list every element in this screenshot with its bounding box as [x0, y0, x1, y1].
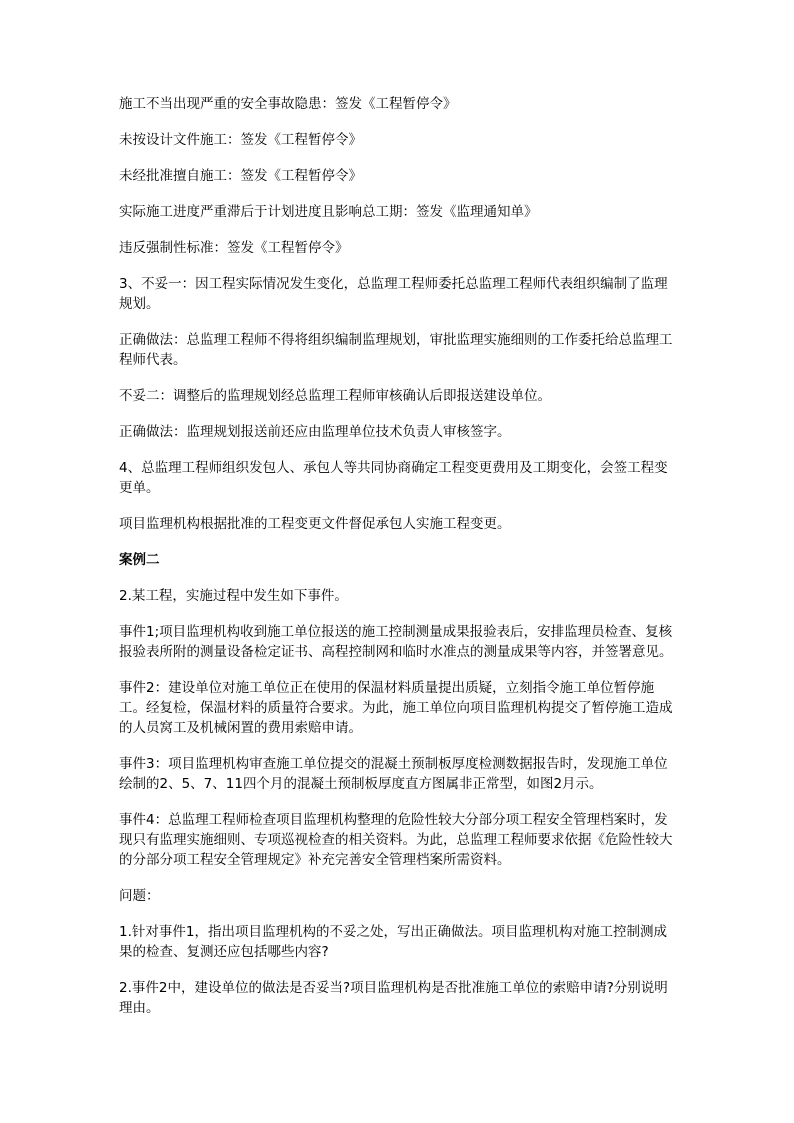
paragraph-stop-order-safety: 施工不当出现严重的安全事故隐患：签发《工程暂停令》: [119, 96, 457, 112]
paragraph-answer-4: 4、总监理工程师组织发包人、承包人等共同协商确定工程变更费用及工期变化，会签工程变更单。: [119, 460, 668, 496]
section-heading-case-2: 案例二: [119, 552, 160, 568]
paragraph-answer-3-correct-2: 正确做法：监理规划报送前还应由监理单位技术负责人审核签字。: [119, 424, 511, 440]
paragraph-notice-delay: 实际施工进度严重滞后于计划进度且影响总工期：签发《监理通知单》: [119, 204, 538, 220]
paragraph-question-2: 2.事件2中，建设单位的做法是否妥当?项目监理机构是否批准施工单位的索赔申请?分别说明理由。: [119, 980, 668, 1016]
paragraph-event-4: 事件4：总监理工程师检查项目监理机构整理的危险性较大分部分项工程安全管理档案时，发现只有监理实施细则、专项巡视检查的相关资料。为此，总监理工程师要求依据《危险性较大的分部分项工程安全管理规定》补充完善安全管理档案所需资料。: [119, 812, 673, 868]
paragraph-event-1: 事件1;项目监理机构收到施工单位报送的施工控制测量成果报验表后，安排监理员检查、复核报验表所附的测量设备检定证书、高程控制网和临时水准点的测量成果等内容，并签署意见。: [119, 624, 673, 660]
paragraph-question-1: 1.针对事件1，指出项目监理机构的不妥之处，写出正确做法。项目监理机构对施工控制测成果的检查、复测还应包括哪些内容?: [119, 924, 667, 960]
paragraph-stop-order-design: 未按设计文件施工：签发《工程暂停令》: [119, 132, 362, 148]
paragraph-answer-3-correct-1: 正确做法：总监理工程师不得将组织编制监理规划，审批监理实施细则的工作委托给总监理工程师代表。: [119, 332, 673, 368]
paragraph-stop-order-unapproved: 未经批准擅自施工：签发《工程暂停令》: [119, 168, 362, 184]
paragraph-questions-label: 问题：: [119, 888, 160, 904]
document-page: [119, 94, 679, 1034]
paragraph-answer-3-issue-2: 不妥二：调整后的监理规划经总监理工程师审核确认后即报送建设单位。: [119, 388, 551, 404]
paragraph-stop-order-standard: 违反强制性标准：签发《工程暂停令》: [119, 240, 349, 256]
paragraph-case-2-intro: 2.某工程，实施过程中发生如下事件。: [119, 588, 348, 604]
paragraph-event-3: 事件3：项目监理机构审查施工单位提交的混凝土预制板厚度检测数据报告时，发现施工单位绘制的2、5、7、11四个月的混凝土预制板厚度直方图属非正常型，如图2月示。: [119, 756, 668, 792]
paragraph-answer-3-issue-1: 3、不妥一：因工程实际情况发生变化，总监理工程师委托总监理工程师代表组织编制了监理规划。: [119, 276, 668, 312]
paragraph-answer-4-followup: 项目监理机构根据批准的工程变更文件督促承包人实施工程变更。: [119, 516, 511, 532]
paragraph-event-2: 事件2：建设单位对施工单位正在使用的保温材料质量提出质疑，立刻指令施工单位暂停施工。经复检，保温材料的质量符合要求。为此，施工单位向项目监理机构提交了暂停施工造成的人员窝工及机械闲置的费用索赔申请。: [119, 680, 673, 736]
